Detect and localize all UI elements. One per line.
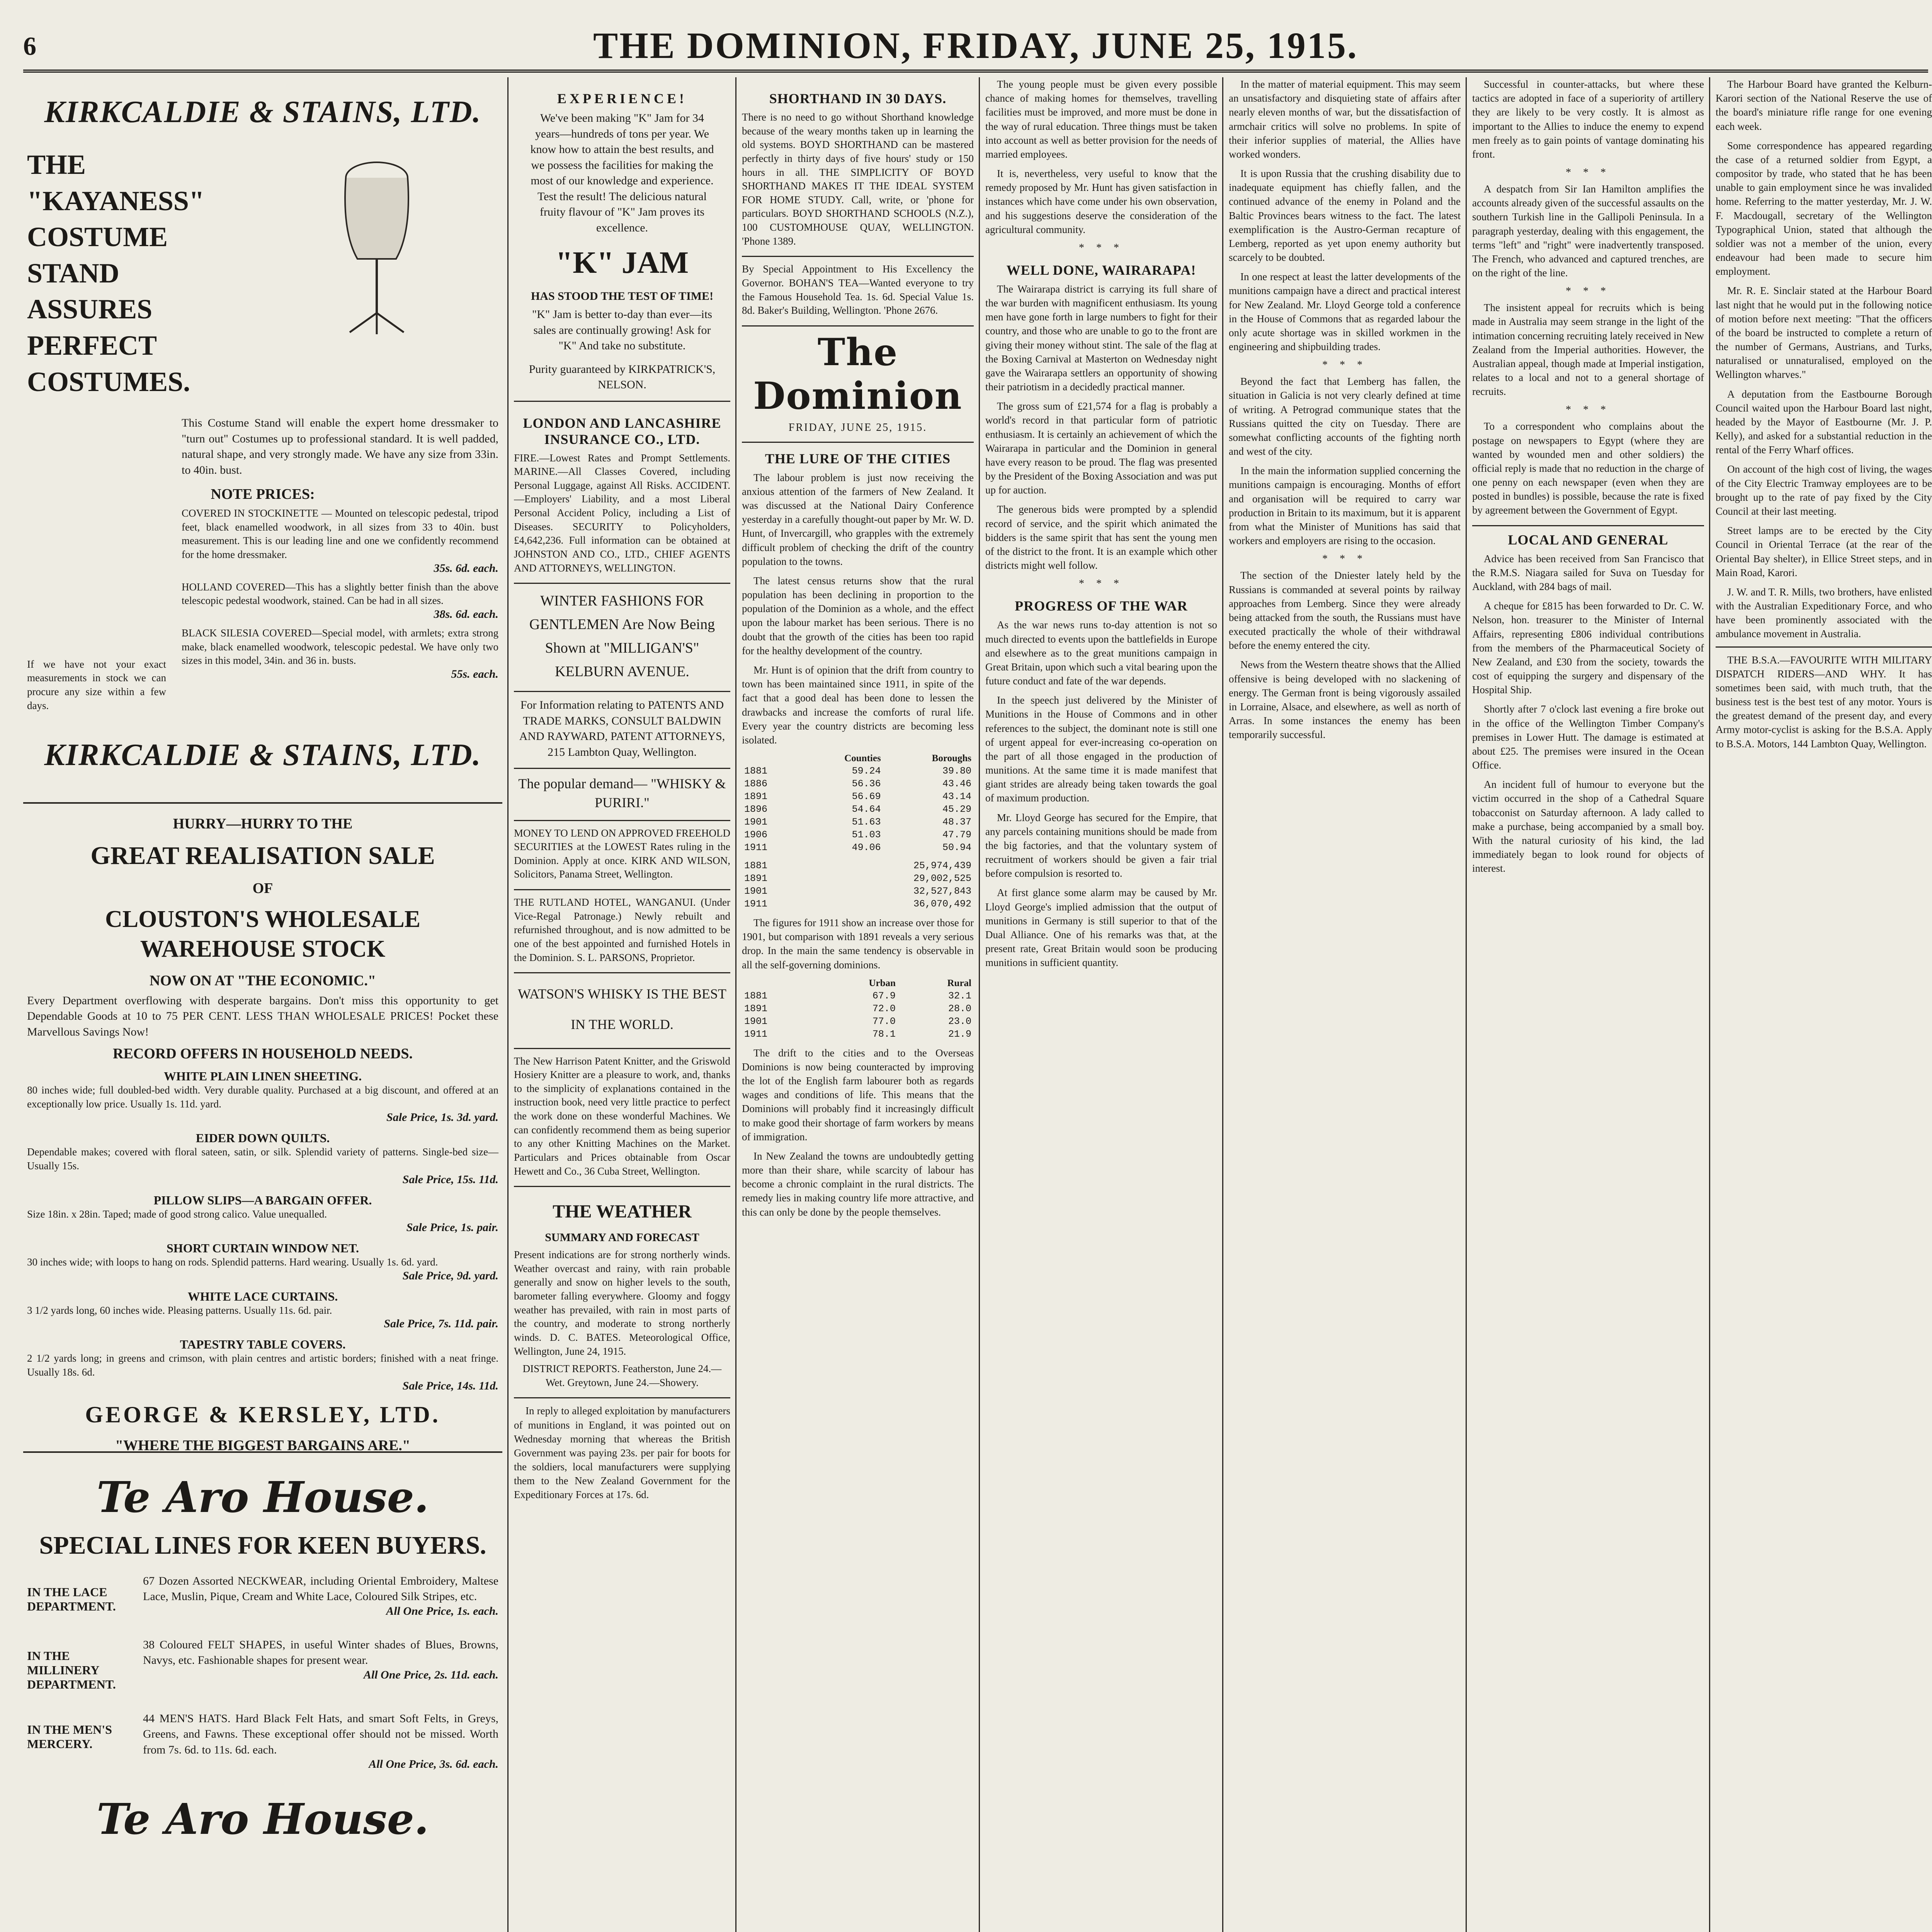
war-paragraph: As the war news runs to-day attention is not so much directed to events upon the battlefields in Europe and elsewhere as to the great munitions campaign in Great Britain, upon which such a vital bearing upon the future conduct and fate of the war depends. — [985, 619, 1217, 687]
war-paragraph: Successful in counter-attacks, but where these tactics are adopted in face of a superiority of artillery they are likely to be very costly. It is almost as important to the Allies to induce the enemy to expend men freely as to gain points of vantage dominating his front. — [1472, 78, 1704, 160]
costume-stand-illustration — [255, 139, 498, 340]
dominion-nameplate-block — [742, 327, 974, 443]
te-aro-headline: SPECIAL LINES FOR KEEN BUYERS. — [39, 1531, 486, 1560]
leader-paragraph: It is, nevertheless, very useful to know that the remedy proposed by Mr. Hunt has given satisfaction in instances which have come under his own observation, and his suggestions deserve the consideration of the agricultural community. — [985, 168, 1217, 235]
te-aro-row — [27, 1637, 498, 1692]
war-paragraph: Mr. Lloyd George has secured for the Empire, that any parcels containing munitions should be made from the big factories, and that the voluntary system of recruitment of workers should be given a fair trial before compulsion is resorted to. — [985, 811, 1217, 879]
table-row: 1891 56.69 43.14 — [744, 791, 971, 803]
clouston-item-title: SHORT CURTAIN WINDOW NET. — [167, 1241, 359, 1255]
clouston-item-price: Sale Price, 14s. 11d. — [402, 1379, 498, 1392]
column-rule — [507, 77, 509, 1932]
kirkcaldie-item: BLACK SILESIA COVERED—Special model, with armlets; extra strong make, black enamelled woodwork, telescopic pedestal. We have only two sizes in this model, 34in. and 36 in. busts. — [182, 627, 498, 667]
separator: * * * — [1079, 578, 1124, 590]
weather-text: Present indications are for strong northerly winds. Weather overcast and rainy, with rain probable generally and snow on higher levels to the south, barometer falling everywhere. Gloomy and foggy weather has prevailed, with rain in most parts of the country, and moderate to strong northerly winds. D. C. BATES. Meteorological Office, Wellington, June 24, 1915. — [514, 1249, 730, 1357]
war-paragraph: The section of the Dniester lately held by the Russians is commanded at several points by railway approaches from Lemberg. Since they were already being attacked from the south, the Russians must have executed practically the whole of their withdrawal before the enemy entered the city. — [1229, 570, 1461, 651]
shorthand-ad — [742, 77, 974, 257]
whisky-puriri-text: The popular demand— "WHISKY & PURIRI." — [518, 776, 726, 810]
table-row: 1901 77.0 23.0 — [744, 1015, 971, 1027]
clouston-intro: Every Department overflowing with desperate bargains. Don't miss this opportunity to get Dependable Goods at 10 to 75 PER CENT. LESS THAN WHOLESALE PRICES! Pocket these Marvellous Savings Now! — [27, 994, 498, 1038]
kirkcaldie-item: COVERED IN STOCKINETTE — Mounted on telescopic pedestal, tripod feet, black enamelled woodwork, in all sizes from 33 to 40in. bust measurement. This is our leading line and one we confidently recommend for the home dressmaker. — [182, 507, 498, 561]
weather-section — [514, 1187, 730, 1398]
war-paragraph: In the main the information supplied concerning the munitions campaign is encouraging. Months of effort and organisation will be required to carry war production in Britain to its maximum, but it is apparent from what the Minister of Munitions has said that workers and employers are rising to the occasion. — [1229, 465, 1461, 547]
ads-column-wide — [23, 77, 502, 1932]
experience-title: EXPERIENCE! — [557, 91, 687, 106]
clouston-item-text: Size 18in. x 28in. Taped; made of good strong calico. Value unequalled. — [27, 1208, 327, 1220]
bohans-tea-text: By Special Appointment to His Excellency the Governor. BOHAN'S TEA—Wanted everyone to try the Famous Household Tea. 1s. 6d. Special Value 1s. 8d. Baker's Building, Wellington. 'Phone 2676. — [742, 263, 974, 316]
table-row: 1881 25,974,439 — [744, 860, 971, 872]
separator: * * * — [1322, 553, 1367, 565]
clouston-top: HURRY—HURRY TO THE — [173, 816, 353, 832]
k-jam-ad — [514, 77, 730, 402]
kirkcaldie-headline: THE "KAYANESS" COSTUME STAND ASSURES PERFECT COSTUMES. — [27, 149, 204, 397]
wairarapa-title: WELL DONE, WAIRARAPA! — [1006, 262, 1196, 278]
local-paragraph: Advice has been received from San Francisco that the R.M.S. Niagara sailed for Suva on Tuesday for Auckland, with 284 bags of mail. — [1472, 553, 1704, 592]
k-jam-sub: HAS STOOD THE TEST OF TIME! — [531, 290, 714, 303]
clouston-item-price: Sale Price, 9d. yard. — [402, 1269, 498, 1282]
clouston-of: OF — [252, 880, 273, 896]
clouston-item-text: 30 inches wide; with loops to hang on rods. Splendid patterns. Hard wearing. Usually 1s. 6d. yard. — [27, 1256, 438, 1268]
census-table: Counties Boroughs 1881 59.24 39.80 1886 56.36 43.46 1891 56.69 43.14 1896 54.64 45.29 1901 51.63 48.37 1906 51.03 47.79 1911 49.06 50.94 — [742, 752, 974, 854]
local-general-title: LOCAL AND GENERAL — [1472, 525, 1704, 548]
war-paragraph: The insistent appeal for recruits which is being made in Australia may seem strange in the light of the intimation concerning recruiting lately received in New Zealand from the Imperial authorities. However, the Australian appeal, though made at Imperial instigation, relates to a local and not to a general shortage of recruits. — [1472, 302, 1704, 398]
insurance-text: FIRE.—Lowest Rates and Prompt Settlements. MARINE.—All Classes Covered, including Personal Luggage, against All Risks. ACCIDENT.—Employers' Liability, and a most Liberal Personal Accident Policy, including a List of Diseases. SECURITY to Policyholders, £4,642,236. Full information can be obtained at JOHNSTON AND CO., LTD., CHIEF AGENTS AND ATTORNEYS, WELLINGTON. — [514, 452, 730, 574]
leader-title: THE LURE OF THE CITIES — [765, 451, 951, 466]
separator: * * * — [1079, 242, 1124, 254]
bsa-advertisement: THE B.S.A.—FAVOURITE WITH MILITARY DISPATCH RIDERS—AND WHY. It has sometimes been said, with much truth, that the business test is the best test of any motor. Yours is the greatest demand of the present day, and every Army motor-cyclist is asking for the B.S.A. Apply to B.S.A. Motors, 144 Lambton Quay, Wellington. — [1716, 646, 1932, 751]
money-to-lend-text: MONEY TO LEND ON APPROVED FREEHOLD SECURITIES at the LOWEST Rates ruling in the Dominion. Apply at once. KIRK AND WILSON, Solicitors, Panama Street, Wellington. — [514, 827, 730, 880]
te-aro-row-text: 44 MEN'S HATS. Hard Black Felt Hats, and smart Soft Felts, in Greys, Greens, and Fawns. These exceptional offer should not be missed. Worth from 7s. 6d. to 11s. 6d. each. — [143, 1712, 498, 1756]
clouston-item-price: Sale Price, 1s. 3d. yard. — [386, 1111, 498, 1124]
wairarapa-paragraph: The Wairarapa district is carrying its full share of the war burden with magnificent enthusiasm. Its young men have gone forth in large numbers to fight for their country, and those who are unable to go to the front are giving their money without stint. The sale of the flag at the Boxing Carnival at Masterton on Wednesday night gave the Wairarapa settlers an opportunity of showing their patriotism in a decidedly practical manner. — [985, 283, 1217, 393]
separator: * * * — [1566, 285, 1611, 298]
war-paragraph: Beyond the fact that Lemberg has fallen, the situation in Galicia is not very clearly defined at time of writing. A Petrograd communique states that the Russians quitted the city on Tuesday. There are somewhat conflicting accounts of the fighting north and west of the city. — [1229, 376, 1461, 457]
kirkcaldie-note: If we have not your exact measurements in stock we can procure any size within a few days. — [27, 658, 166, 711]
clouston-sale-ad — [23, 804, 502, 1453]
leader-paragraph: Mr. Hunt is of opinion that the drift from country to town has been maintained since 1911, in spite of the fact that a good deal has been done to lessen the drawbacks and increase the comforts of rural life. Every year the country districts are becoming less isolated. — [742, 664, 974, 746]
george-kersley-name: GEORGE & KERSLEY, LTD. — [85, 1401, 440, 1427]
weather-subtitle: SUMMARY AND FORECAST — [545, 1231, 699, 1244]
k-jam-text: "K" Jam is better to-day than ever—its sales are continually growing! Ask for "K" And take no substitute. — [532, 308, 713, 352]
dateline: FRIDAY, JUNE 25, 1915. — [788, 421, 927, 434]
kirkcaldie-price: 38s. 6d. each. — [434, 607, 498, 621]
war-paragraph: In the matter of material equipment. This may seem an unsatisfactory and disquieting state of affairs after nearly eleven months of war, but the dissatisfaction of armchair critics will solve no problems. In spite of their inferior supplies of material, the Allies have worked wonders. — [1229, 78, 1461, 160]
leader-paragraph: The latest census returns show that the rural population has been declining in proportion to the population of the Dominion as a whole, and the effect upon the labour market has been serious. There is no doubt that the growth of the cities has been too rapid for the healthy development of the country. — [742, 575, 974, 656]
clouston-item-text: 2 1/2 yards long; in greens and crimson, with plain centres and artistic borders; finished with a neat fringe. Usually 18s. 6d. — [27, 1352, 498, 1378]
knitter-text: The New Harrison Patent Knitter, and the Griswold Hosiery Knitter are a pleasure to work, and, thanks to the simplicity of explanations contained in the instruction book, need very little practice to perfect the work done on these wonderful Machines. We can confidently recommend them as being superior to any other Knitting Machines on the Market. Particulars and Prices obtainable from Oscar Hewett and Co., 36 Cuba Street, Wellington. — [514, 1055, 730, 1177]
kirkcaldie-price: 35s. 6d. each. — [434, 561, 498, 575]
clouston-headline: GREAT REALISATION SALE — [90, 842, 435, 870]
column-rule — [1222, 77, 1223, 1932]
war-paragraph: News from the Western theatre shows that the Allied offensive is being developed with no slackening of energy. The German front is being vigorously assailed in Lorraine, Alsace, and elsewhere, as well as north of Arras. In some instances the enemy has been temporarily successful. — [1229, 659, 1461, 741]
local-paragraph: A cheque for £815 has been forwarded to Dr. C. W. Nelson, hon. treasurer to the Minister of Internal Affairs, representing £806 individual contributions from the members of the Pharmaceutical Society of New Zealand, and £30 from the society, towards the cost of equipping the surgery and dispensary of the Hospital Ship. — [1472, 600, 1704, 696]
war-paragraph: In one respect at least the latter developments of the munitions campaign have a direct and practical interest for New Zealand. Mr. Lloyd George told a conference in the House of Commons that as regarded labour the only acute shortage was in skilled workmen in the engineering and shipbuilding trades. — [1229, 271, 1461, 353]
shorthand-title: SHORTHAND IN 30 DAYS. — [769, 91, 947, 106]
table-row: 1891 72.0 28.0 — [744, 1003, 971, 1014]
insurance-ad — [514, 402, 730, 584]
local-paragraph: Street lamps are to be erected by the City Council in Oriental Terrace (at the rear of the Oriental Bay shelter), in Ellice Street steps, and in Main Road, Karori. — [1716, 525, 1932, 578]
k-jam-title: "K" JAM — [555, 246, 689, 280]
war-paragraph: A despatch from Sir Ian Hamilton amplifies the accounts already given of the successful assaults on the southern Turkish line in the Gallipoli Peninsula. In a paragraph yesterday, dealing with this engagement, the terms "left" and "right" were inadvertently transposed. The French, who advanced and captured trenches, are on the right of the line. — [1472, 183, 1704, 279]
clouston-item-text: 80 inches wide; full doubled-bed width. Very durable quality. Purchased at a big discount, and offered at an exceptionally low price. Usually 1s. 11d. yard. — [27, 1084, 498, 1110]
george-kersley-slogan: "WHERE THE BIGGEST BARGAINS ARE." — [115, 1437, 411, 1454]
table-row: 1911 36,070,492 — [744, 898, 971, 910]
table-row: 1906 51.03 47.79 — [744, 829, 971, 841]
local-paragraph: J. W. and T. R. Mills, two brothers, have enlisted with the Australian Expeditionary Force, and who have been prominently associated with the ambulance movement in Australia. — [1716, 586, 1932, 640]
table-row: 1911 49.06 50.94 — [744, 842, 971, 854]
patents-ad — [514, 692, 730, 769]
local-paragraph: A deputation from the Eastbourne Borough Council waited upon the Harbour Board last night, headed by the Mayor of Eastbourne (Mr. J. P. Kelly), and asked for a substantial reduction in the rental of the Ferry Wharf offices. — [1716, 388, 1932, 456]
kirkcaldie-price: 55s. each. — [451, 667, 498, 680]
clouston-item-text: 3 1/2 yards long, 60 inches wide. Pleasing patterns. Usually 11s. 6d. pair. — [27, 1304, 332, 1316]
rutland-hotel-text: THE RUTLAND HOTEL, WANGANUI. (Under Vice-Regal Patronage.) Newly rebuilt and refurnished throughout, and is now admitted to be one of the best appointed and furnished Hotels in the Dominion. S. L. PARSONS, Proprietor. — [514, 896, 730, 963]
table-row: 1881 59.24 39.80 — [744, 765, 971, 777]
separator: * * * — [1566, 404, 1611, 416]
local-paragraph: Shortly after 7 o'clock last evening a fire broke out in the office of the Wellington Timber Company's premises in Lower Hutt. The damage is estimated at about £25. The premises were insured in the Ocean Office. — [1472, 703, 1704, 771]
leader-paragraph: The figures for 1911 show an increase over those for 1901, but comparison with 1891 reveals a very serious drop. In the main the same tendency is observable in all the self-governing dominions. — [742, 917, 974, 971]
separator: * * * — [1566, 167, 1611, 179]
local-news-column-right — [1716, 77, 1932, 1932]
separator: * * * — [1322, 359, 1367, 371]
war-progress-title: PROGRESS OF THE WAR — [1015, 598, 1188, 614]
table-row: 1896 54.64 45.29 — [744, 804, 971, 815]
local-news-column — [1472, 77, 1704, 1932]
te-aro-row-price: All One Price, 3s. 6d. each. — [369, 1758, 498, 1770]
local-paragraph: Some correspondence has appeared regarding the case of a returned soldier from Egypt, a compositor by trade, who stated that he has been unable to gain employment since he was invalided home. Referring to the matter yesterday, Mr. J. W. F. Macdougall, secretary of the Wellington Typographical Union, stated that although the soldier was not a member of the union, every endeavour had been made to secure him employment. — [1716, 139, 1932, 277]
knitter-ad — [514, 1049, 730, 1187]
urban-rural-table: Urban Rural 1881 67.9 32.1 1891 72.0 28.0 1901 77.0 23.0 1911 78.1 21.9 — [742, 977, 974, 1041]
local-paragraph: Mr. R. E. Sinclair stated at the Harbour Board last night that he would put in the following notice of motion before next meeting: "That the officers of the board be instructed to complete a return of the number of Germans, Austrians, and Turks, naturalised or unnaturalised, employed on the Wellington wharves." — [1716, 285, 1932, 381]
masthead-title: THE DOMINION, FRIDAY, JUNE 25, 1915. — [593, 25, 1358, 66]
ads-column-narrow — [514, 77, 730, 1932]
clouston-headline2: CLOUSTON'S WHOLESALE WAREHOUSE STOCK — [105, 906, 421, 962]
clouston-item-price: Sale Price, 15s. 11d. — [402, 1173, 498, 1186]
clouston-sub: NOW ON AT "THE ECONOMIC." — [150, 972, 376, 989]
column-rule — [1709, 77, 1710, 1932]
england-population-table — [742, 859, 974, 910]
kirkcaldie-name-footer: KIRKCALDIE & STAINS, LTD. — [44, 738, 481, 772]
insurance-title: LONDON AND LANCASHIRE INSURANCE CO., LTD. — [523, 415, 721, 447]
wairarapa-paragraph: The gross sum of £21,574 for a flag is probably a world's record in that particular form of patriotic enthusiasm. It is certainly an achievement of which the Wairarapa in particular and the Dominion in general have every reason to be proud. The flag was presented by the President of the Boxing Association and was put up for auction. — [985, 400, 1217, 496]
te-aro-house-logo-footer: Te Aro House. — [97, 1794, 429, 1844]
table-row: 1886 56.36 43.46 — [744, 778, 971, 790]
dominion-nameplate: The Dominion — [753, 330, 963, 418]
leader-paragraph: The drift to the cities and to the Overseas Dominions is now being counteracted by improving the lot of the English farm labourer both as regards wages and conditions of life. This means that the Dominions will probably find it increasingly difficult to make good their shortage of farm workers by means of immigration. — [742, 1047, 974, 1143]
clouston-item-title: EIDER DOWN QUILTS. — [196, 1131, 330, 1145]
clouston-record: RECORD OFFERS IN HOUSEHOLD NEEDS. — [113, 1046, 413, 1062]
war-paragraph: At first glance some alarm may be caused by Mr. Lloyd George's implied admission that the output of munitions in Germany is still superior to that of the Dual Alliance. One of his remarks was that, at the present rate, Great Britain would soon be producing munitions in sufficient quantity. — [985, 887, 1217, 969]
clouston-item-title: TAPESTRY TABLE COVERS. — [180, 1337, 346, 1352]
te-aro-row-price: All One Price, 2s. 11d. each. — [363, 1668, 498, 1681]
column-rule — [1466, 77, 1467, 1932]
kirkcaldie-item: HOLLAND COVERED—This has a slightly better finish than the above telescopic pedestal woodwork, stained. Can be had in all sizes. — [182, 581, 498, 607]
local-paragraph: The Harbour Board have granted the Kelburn-Karori section of the National Reserve the use of the board's miniature rifle range for one evening each week. — [1716, 78, 1932, 132]
weather-title: THE WEATHER — [553, 1201, 692, 1222]
table-row: 1911 78.1 21.9 — [744, 1028, 971, 1040]
patents-text: For Information relating to PATENTS AND TRADE MARKS, CONSULT BALDWIN AND RAYWARD, PATENT ATTORNEYS, 215 Lambton Quay, Wellington. — [519, 699, 725, 759]
war-paragraph: To a correspondent who complains about the postage on newspapers to Egypt (where they are wanted by wounded men and other soldiers) the official reply is made that no reduction in the charge of one penny on each newspaper (even when they are posted in bundles) is possible, because the rate is fixed by agreement between the Government of Egypt. — [1472, 420, 1704, 516]
leader-paragraph: In New Zealand the towns are undoubtedly getting more than their share, while scarcity of labour has become a chronic complaint in the rural districts. The remedy lies in making country life more attractive, and this can only be done by the people themselves. — [742, 1150, 974, 1218]
kirkcaldie-intro: This Costume Stand will enable the expert home dressmaker to "turn out" Costumes up to professional standard. It is well padded, natural shape, and very strongly made. We have any size from 33in. to 40in. bust. — [182, 417, 498, 476]
clouston-item-title: WHITE LACE CURTAINS. — [187, 1289, 338, 1303]
local-paragraph: On account of the high cost of living, the wages of the City Electric Tramway employees are to be brought up to the rate of pay fixed by the City Council at their last meeting. — [1716, 463, 1932, 517]
war-paragraph: In the speech just delivered by the Minister of Munitions in the House of Commons and in other references to the subject, the dominant note is still one of urgent appeal for ever-increasing co-operation on the part of all those engaged in the production of munitions. At the same time it is made manifest that giant strides are already being taken towards the goal of maximum production. — [985, 694, 1217, 804]
te-aro-row — [27, 1711, 498, 1771]
war-column — [1229, 77, 1461, 1932]
boots-paragraph: In reply to alleged exploitation by manufacturers of munitions in England, it was pointed out on Wednesday morning that whereas the British Government was paying 23s. per pair for boots for the soldiers, local manufacturers were supplying them to the New Zealand Government for the Expeditionary Forces at 17s. 6d. — [514, 1405, 730, 1501]
clouston-item-title: PILLOW SLIPS—A BARGAIN OFFER. — [153, 1193, 372, 1207]
war-paragraph: It is upon Russia that the crushing disability due to inadequate equipment has chiefly fallen, and the continued advance of the enemy in Poland and the Baltic Provinces bears witness to the fact. The latest exemplification is the Austro-German recapture of Lemberg, reported as yet upon enemy authority but scarcely to be doubted. — [1229, 168, 1461, 264]
table-row: 1891 29,002,525 — [744, 873, 971, 884]
kirkcaldie-ad — [23, 77, 502, 804]
rutland-hotel-ad — [514, 890, 730, 973]
column-rule — [735, 77, 736, 1932]
kirkcaldie-prices-title: NOTE PRICES: — [211, 486, 315, 503]
table-row: 1881 67.9 32.1 — [744, 990, 971, 1002]
editorial-column — [985, 77, 1217, 1932]
table-row: 1901 32,527,843 — [744, 886, 971, 897]
k-jam-maker: Purity guaranteed by KIRKPATRICK'S, NELSON. — [529, 362, 716, 391]
masthead — [23, 15, 1928, 73]
experience-text: We've been making "K" Jam for 34 years—hundreds of tons per year. We know how to attain the best results, and we possess the facilities for making the most of our knowledge and experience. Test the result! The delicious natural fruity flavour of "K" Jam proves its excellence. — [530, 112, 714, 234]
district-reports: DISTRICT REPORTS. Featherston, June 24.—Wet. Greytown, June 24.—Showery. — [522, 1363, 722, 1388]
te-aro-row — [27, 1573, 498, 1618]
column-rule — [979, 77, 980, 1932]
leader-paragraph: The young people must be given every possible chance of making homes for themselves, travelling facilities must be improved, and more must be done in the way of rural education. Three things must be taken into account as well as better provision for the needs of married employees. — [985, 78, 1217, 160]
te-aro-row-text: 67 Dozen Assorted NECKWEAR, including Oriental Embroidery, Maltese Lace, Muslin, Pique, Cream and White Lace, Coloured Silk Stripes, etc. — [143, 1574, 498, 1603]
clouston-item-title: WHITE PLAIN LINEN SHEETING. — [163, 1069, 362, 1083]
shorthand-text: There is no need to go without Shorthand knowledge because of the weary months taken up in learning the old systems. BOYD SHORTHAND can be mastered perfectly in thirty days of five hours' study or 150 hours in all. THE SIMPLICITY OF BOYD SHORTHAND MAKES IT THE IDEAL SYSTEM FOR HOME STUDY. Call, write, or 'phone for particulars. BOYD SHORTHAND SCHOOLS (N.Z.), 100 CUSTOMHOUSE QUAY, WELLINGTON. 'Phone 1389. — [742, 111, 974, 247]
te-aro-row-price: All One Price, 1s. each. — [386, 1604, 498, 1617]
te-aro-dept: IN THE MILLINERY DEPARTMENT. — [27, 1648, 116, 1691]
bohans-tea-ad — [742, 257, 974, 327]
whisky-puriri-ad — [514, 769, 730, 821]
leader-paragraph: The labour problem is just now receiving the anxious attention of the farmers of New Zealand. It was discussed at the National Dairy Conference yesterday in a carefully thought-out paper by Mr. W. D. Hunt, of Invercargill, who grapples with the extremely difficult problem of checking the drift of the country population to the towns. — [742, 471, 974, 567]
te-aro-house-ad — [23, 1453, 502, 1932]
clouston-item-text: Dependable makes; covered with floral sateen, satin, or silk. Splendid variety of patterns. Single-bed size—Usually 15s. — [27, 1146, 498, 1172]
page-number: 6 — [23, 31, 36, 61]
milligans-text: WINTER FASHIONS FOR GENTLEMEN Are Now Being Shown at "MILLIGAN'S" KELBURN AVENUE. — [529, 593, 715, 680]
clouston-item-price: Sale Price, 7s. 11d. pair. — [384, 1317, 498, 1330]
leader-column — [742, 77, 974, 1932]
te-aro-row-text: 38 Coloured FELT SHAPES, in useful Winter shades of Blues, Browns, Navys, etc. Fashionable shapes for present wear. — [143, 1638, 498, 1667]
watsons-whisky-ad — [514, 973, 730, 1049]
table-row: 1901 51.63 48.37 — [744, 816, 971, 828]
milligans-ad — [514, 584, 730, 692]
wairarapa-paragraph: The generous bids were prompted by a splendid record of service, and the spirit which animated the bidders is the same spirit that has sent the young men of the district to the front. It is an example which other districts might well follow. — [985, 503, 1217, 571]
clouston-item-price: Sale Price, 1s. pair. — [406, 1221, 498, 1234]
te-aro-dept: IN THE LACE DEPARTMENT. — [27, 1585, 116, 1613]
money-to-lend-ad — [514, 821, 730, 891]
te-aro-house-logo: Te Aro House. — [97, 1472, 429, 1522]
local-paragraph: An incident full of humour to everyone but the victim occurred in the shop of a Cathedral Square tobacconist on Saturday afternoon. A lady called to make a purchase, being accompanied by a small boy. With the natural curiosity of his kind, the lad immediately began to look round for objects of interest. — [1472, 779, 1704, 874]
kirkcaldie-name: KIRKCALDIE & STAINS, LTD. — [44, 95, 481, 129]
te-aro-dept: IN THE MEN'S MERCERY. — [27, 1722, 112, 1751]
watsons-whisky-text: WATSON'S WHISKY IS THE BEST IN THE WORLD. — [518, 986, 726, 1032]
